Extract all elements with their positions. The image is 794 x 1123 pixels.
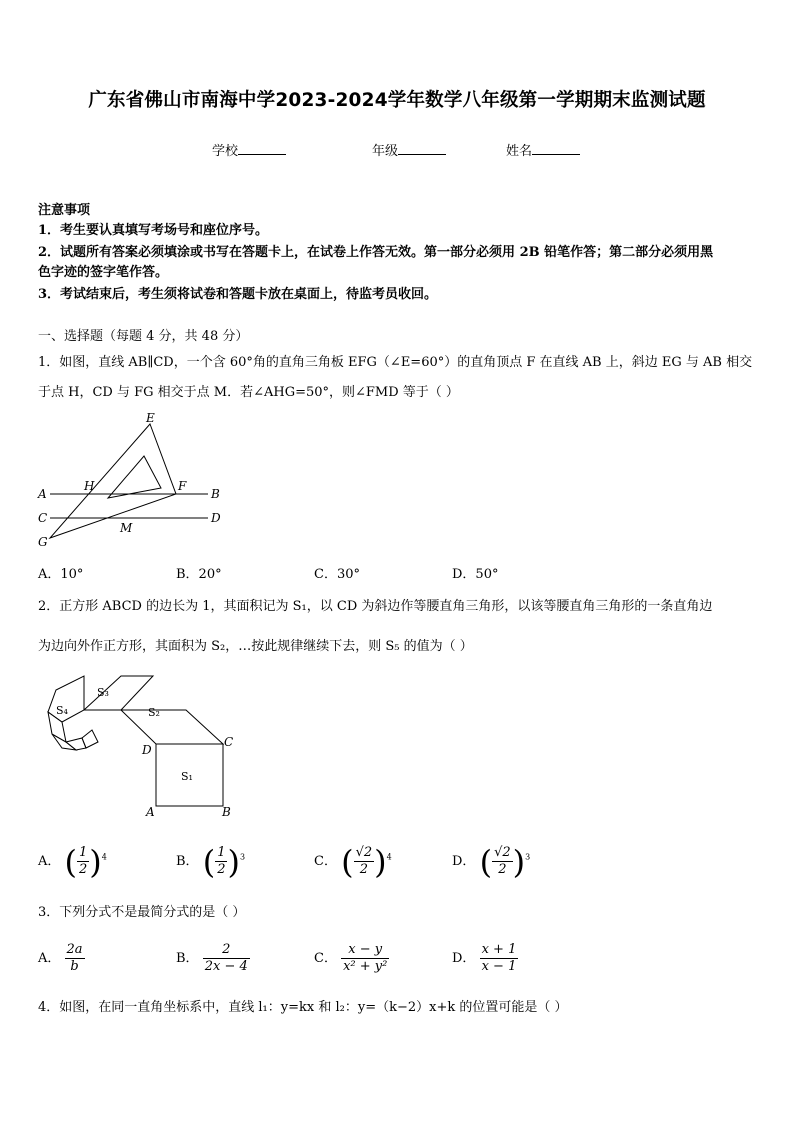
question-2-line-2: 为边向外作正方形，其面积为 S₂，…按此规律继续下去，则 S₅ 的值为（ ） [38,639,473,654]
note-item: 3．考试结束后，考生须将试卷和答题卡放在桌面上，待监考员收回。 [38,287,438,302]
question-2-option-c: C． ( $\frac{√2}{2}$ )$^4$ [314,842,392,881]
question-3-option-c: C． $\frac{x - y}{\text{x² + y²}}$ [314,942,388,974]
question-1-option-d: D．50° [452,567,499,582]
question-3-option-a: A． $\frac{2a}{b}$ [38,942,83,974]
label-d: D [142,743,152,757]
label-c: C [224,735,234,749]
label-g: G [38,535,48,549]
label-b: B [222,805,231,819]
question-2-line-1: 2．正方形 ABCD 的边长为 1，其面积记为 S₁，以 CD 为斜边作等腰直角三角形，以该等腰直角三角形的一条直角边 [38,599,713,614]
question-2-figure [40,672,240,822]
label-e: E [146,411,155,425]
question-3-line-1: 3．下列分式不是最简分式的是（ ） [38,905,246,920]
label-s1: S₁ [181,770,193,783]
label-b: B [211,487,220,501]
grade-blank [398,142,446,155]
notes-heading: 注意事项 [38,203,91,218]
label-h: H [84,479,95,493]
question-1-option-c: C．30° [314,567,360,582]
question-1-option-a: A．10° [38,567,84,582]
square-s3 [84,676,153,710]
label-m: M [120,521,133,535]
name-label: 姓名 [506,144,533,159]
section-heading: 一、选择题（每题 4 分，共 48 分） [38,329,249,344]
label-a: A [38,487,47,501]
question-1-line-1: 1．如图，直线 AB∥CD，一个含 60°角的直角三角板 EFG（∠E=60°）的直角顶点 F 在直线 AB 上，斜边 EG 与 AB 相交 [38,355,753,370]
question-4-line-1: 4．如图，在同一直角坐标系中，直线 l₁：y=kx 和 l₂：y=（k−2）x+k 的位置可能是（ ） [38,1000,568,1015]
name-field [506,140,580,159]
question-2-option-b: B． ( $\frac{1}{2}$ )$^3$ [176,842,246,881]
square-s2 [121,710,223,744]
school-label: 学校 [212,144,239,159]
question-2-option-d: D． ( $\frac{√2}{2}$ )$^3$ [452,842,531,881]
label-s2: S₂ [148,706,160,719]
label-d: D [211,511,221,525]
page-title: 广东省佛山市南海中学2023-2024学年数学八年级第一学期期末监测试题 [88,90,706,111]
question-1-option-b: B．20° [176,567,222,582]
question-1-figure [30,408,230,553]
question-2-option-a: A． ( $\frac{1}{2}$ )$^4$ [38,842,107,881]
grade-field [372,140,446,159]
question-3-option-d: D． $\frac{x + 1}{x - 1}$ [452,942,517,974]
note-item: 2．试题所有答案必须填涂或书写在答题卡上，在试卷上作答无效。第一部分必须用 2B 铅笔作答；第二部分必须用黑 [38,245,714,260]
label-s4: S₄ [56,704,68,717]
name-blank [532,142,580,155]
question-1-line-2: 于点 H，CD 与 FG 相交于点 M．若∠AHG=50°，则∠FMD 等于（ ） [38,385,459,400]
note-item: 色字迹的签字笔作答。 [38,265,169,280]
label-f: F [178,479,187,493]
school-field [212,140,286,159]
grade-label: 年级 [372,144,399,159]
label-s3: S₃ [97,686,109,699]
note-item: 1．考生要认真填写考场号和座位序号。 [38,223,269,238]
square-s8 [82,730,98,748]
label-a: A [146,805,155,819]
question-3-option-b: B． $\frac{2}{2x - 4}$ [176,942,248,974]
label-c: C [38,511,48,525]
school-blank [238,142,286,155]
